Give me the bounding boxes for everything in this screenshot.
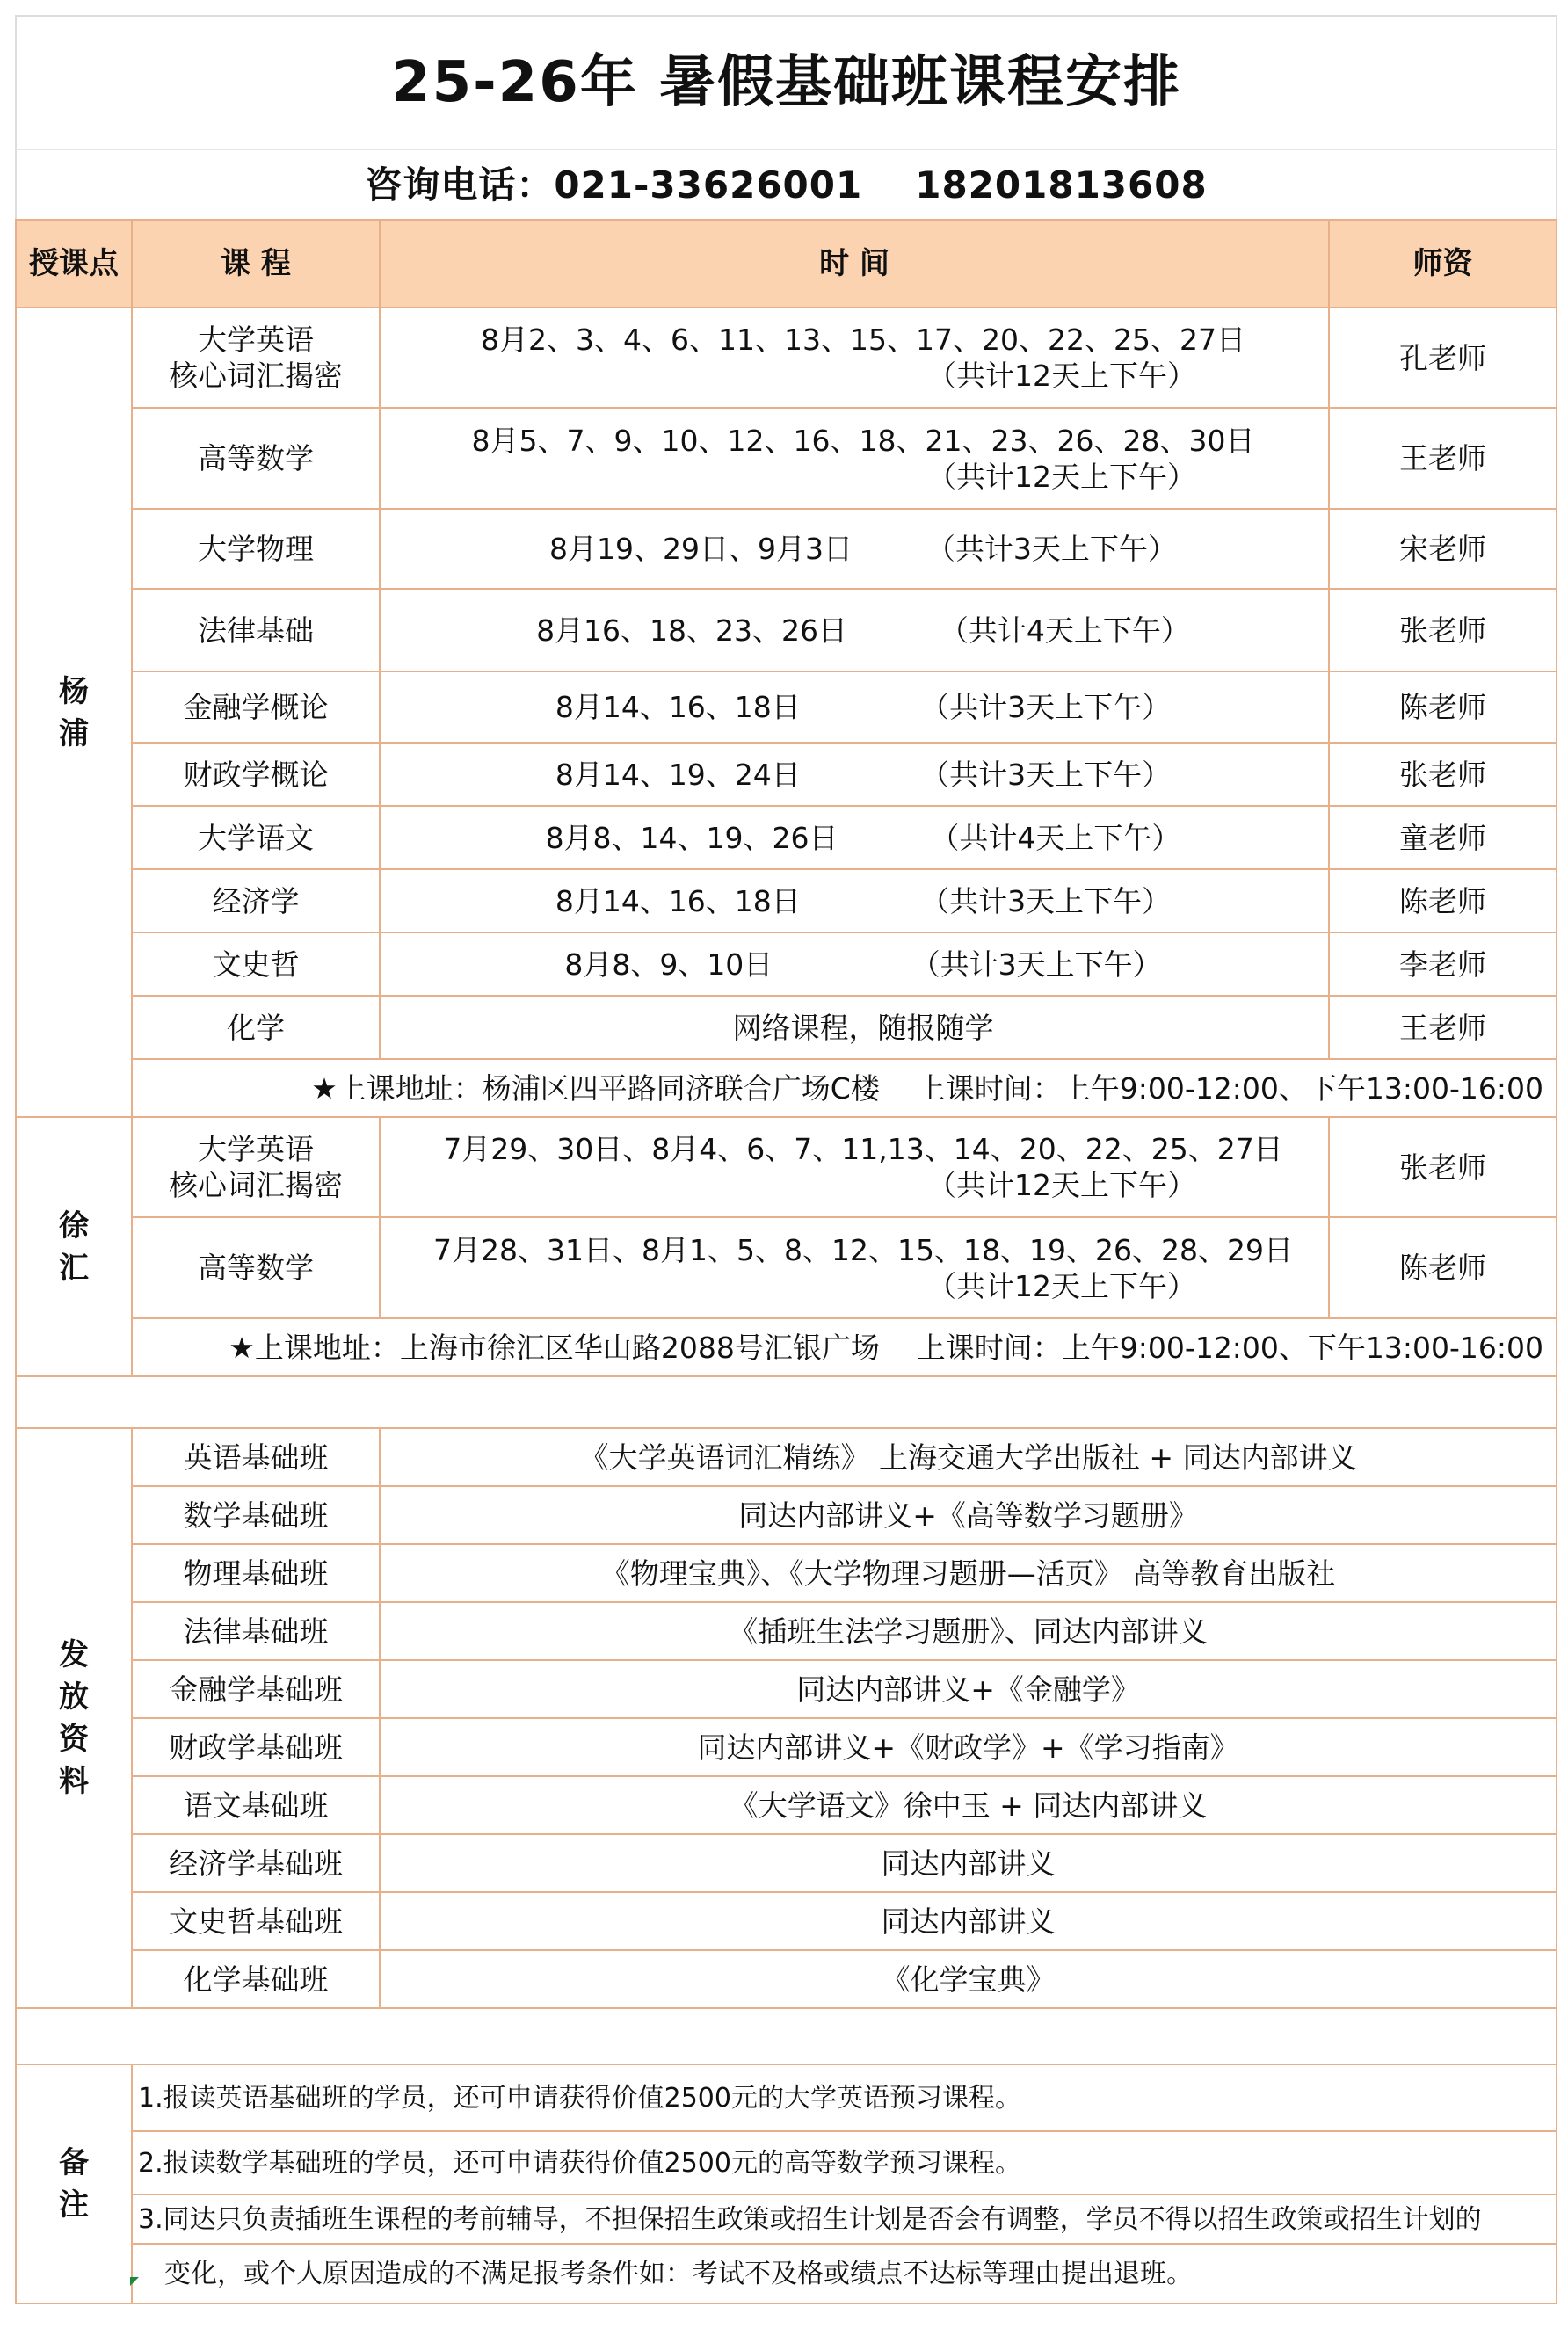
course-time-note: （共计12天上下午）	[927, 1168, 1196, 1202]
material-class: 物理基础班	[132, 1544, 380, 1602]
spacer-row	[16, 1376, 1557, 1428]
note-text: 1.报读英语基础班的学员，还可申请获得价值2500元的大学英语预习课程。	[132, 2064, 1557, 2131]
course-time-note: （共计12天上下午）	[927, 459, 1196, 494]
course-row	[16, 869, 1557, 932]
header-teacher: 师资	[1329, 220, 1557, 308]
course-row	[16, 308, 1557, 408]
yangpu-section	[16, 308, 1557, 1117]
header-time: 时 间	[380, 220, 1329, 308]
contact-phone-2: 18201813608	[915, 163, 1208, 207]
material-description: 同达内部讲义	[380, 1834, 1557, 1892]
material-class: 化学基础班	[132, 1950, 380, 2008]
course-row	[16, 509, 1557, 589]
course-time-dates: 8月8、9、10日 （共计3天上下午）	[564, 947, 1162, 982]
note-text: 变化，或个人原因造成的不满足报考条件如：考试不及格或绩点不达标等理由提出退班。	[132, 2244, 1557, 2303]
material-class: 法律基础班	[132, 1602, 380, 1660]
course-row	[16, 996, 1557, 1059]
header-location: 授课点	[16, 220, 132, 308]
material-row	[16, 1602, 1557, 1660]
course-time	[380, 743, 1329, 806]
course-name: 大学物理	[132, 509, 380, 589]
material-row	[16, 1718, 1557, 1776]
header-course: 课 程	[132, 220, 380, 308]
yangpu-location-label: 杨 浦	[16, 308, 132, 1117]
yangpu-address: ★上课地址：杨浦区四平路同济联合广场C楼 上课时间：上午9:00-12:00、下午13:00-16:00	[132, 1059, 1557, 1117]
material-row	[16, 1834, 1557, 1892]
course-teacher: 孔老师	[1329, 308, 1557, 408]
course-teacher: 宋老师	[1329, 509, 1557, 589]
course-teacher: 张老师	[1329, 743, 1557, 806]
course-name: 文史哲	[132, 932, 380, 996]
course-time-dates: 8月8、14、19、26日 （共计4天上下午）	[545, 820, 1181, 855]
page-title: 25-26年 暑假基础班课程安排	[16, 16, 1557, 149]
xuhui-section	[16, 1117, 1557, 1376]
course-name: 法律基础	[132, 589, 380, 671]
materials-label: 发 放 资 料	[16, 1428, 132, 2008]
contact-phone-1: 021-33626001	[554, 163, 863, 207]
course-teacher: 王老师	[1329, 408, 1557, 509]
course-teacher: 李老师	[1329, 932, 1557, 996]
material-class: 金融学基础班	[132, 1660, 380, 1718]
course-time	[380, 1117, 1329, 1217]
contact-label: 咨询电话：	[365, 163, 555, 207]
contact-phone-row	[16, 149, 1557, 220]
note-text: 3.同达只负责插班生课程的考前辅导，不担保招生政策或招生计划是否会有调整，学员不得以招生政策或招生计划的	[132, 2194, 1557, 2244]
course-time-dates: 网络课程，随报随学	[732, 1010, 994, 1045]
material-description: 《大学语文》徐中玉 + 同达内部讲义	[380, 1776, 1557, 1834]
note-row	[16, 2244, 1557, 2303]
material-description: 《化学宝典》	[380, 1950, 1557, 2008]
note-text: 2.报读数学基础班的学员，还可申请获得价值2500元的高等数学预习课程。	[132, 2131, 1557, 2194]
material-class: 文史哲基础班	[132, 1892, 380, 1950]
course-name: 大学英语 核心词汇揭密	[132, 308, 380, 408]
material-row	[16, 1486, 1557, 1544]
material-row	[16, 1776, 1557, 1834]
course-time	[380, 589, 1329, 671]
material-class: 数学基础班	[132, 1486, 380, 1544]
materials-section	[16, 1428, 1557, 2008]
material-class: 经济学基础班	[132, 1834, 380, 1892]
material-description: 同达内部讲义+《高等数学习题册》	[380, 1486, 1557, 1544]
course-time	[380, 996, 1329, 1059]
material-class: 语文基础班	[132, 1776, 380, 1834]
course-teacher: 张老师	[1329, 1117, 1557, 1217]
material-row	[16, 1950, 1557, 2008]
course-row	[16, 408, 1557, 509]
xuhui-address: ★上课地址：上海市徐汇区华山路2088号汇银广场 上课时间：上午9:00-12:00、下午13:00-16:00	[132, 1318, 1557, 1376]
course-row	[16, 806, 1557, 869]
material-row	[16, 1544, 1557, 1602]
course-name: 金融学概论	[132, 671, 380, 743]
course-time-dates: 8月14、19、24日 （共计3天上下午）	[555, 757, 1172, 792]
course-name: 高等数学	[132, 408, 380, 509]
course-time	[380, 408, 1329, 509]
course-time	[380, 1217, 1329, 1318]
table-header	[16, 220, 1557, 308]
course-time-note: （共计12天上下午）	[927, 1268, 1196, 1303]
course-teacher: 王老师	[1329, 996, 1557, 1059]
course-teacher: 陈老师	[1329, 869, 1557, 932]
course-teacher: 张老师	[1329, 589, 1557, 671]
spacer-row	[16, 2008, 1557, 2064]
course-row	[16, 743, 1557, 806]
course-name: 大学语文	[132, 806, 380, 869]
course-name: 大学英语 核心词汇揭密	[132, 1117, 380, 1217]
course-name: 财政学概论	[132, 743, 380, 806]
course-row	[16, 1117, 1557, 1217]
course-time-dates: 8月2、3、4、6、11、13、15、17、20、22、25、27日	[481, 323, 1245, 357]
xuhui-address-row	[16, 1318, 1557, 1376]
material-class: 财政学基础班	[132, 1718, 380, 1776]
note-row	[16, 2194, 1557, 2244]
course-time	[380, 509, 1329, 589]
course-time-note: （共计12天上下午）	[927, 359, 1196, 393]
material-description: 《物理宝典》、《大学物理习题册—活页》 高等教育出版社	[380, 1544, 1557, 1602]
course-teacher: 童老师	[1329, 806, 1557, 869]
course-name: 高等数学	[132, 1217, 380, 1318]
course-row	[16, 1217, 1557, 1318]
course-time	[380, 932, 1329, 996]
course-time-dates: 8月16、18、23、26日 （共计4天上下午）	[536, 613, 1190, 648]
xuhui-location-label: 徐 汇	[16, 1117, 132, 1376]
course-name: 化学	[132, 996, 380, 1059]
course-time-dates: 8月5、7、9、10、12、16、18、21、23、26、28、30日	[471, 423, 1255, 458]
course-time-dates: 7月29、30日、8月4、6、7、11,13、14、20、22、25、27日	[443, 1132, 1283, 1166]
course-row	[16, 932, 1557, 996]
course-row	[16, 671, 1557, 743]
material-description: 同达内部讲义	[380, 1892, 1557, 1950]
course-time	[380, 671, 1329, 743]
notes-section	[16, 2064, 1557, 2303]
course-teacher: 陈老师	[1329, 671, 1557, 743]
note-row	[16, 2131, 1557, 2194]
course-time	[380, 869, 1329, 932]
material-class: 英语基础班	[132, 1428, 380, 1486]
course-time	[380, 308, 1329, 408]
material-description: 同达内部讲义+《财政学》+《学习指南》	[380, 1718, 1557, 1776]
course-row	[16, 589, 1557, 671]
course-time-dates: 8月19、29日、9月3日 （共计3天上下午）	[549, 532, 1177, 566]
course-time	[380, 806, 1329, 869]
yangpu-address-row	[16, 1059, 1557, 1117]
material-description: 同达内部讲义+《金融学》	[380, 1660, 1557, 1718]
course-teacher: 陈老师	[1329, 1217, 1557, 1318]
note-row	[16, 2064, 1557, 2131]
material-row	[16, 1892, 1557, 1950]
course-time-dates: 8月14、16、18日 （共计3天上下午）	[555, 883, 1172, 918]
course-time-dates: 8月14、16、18日 （共计3天上下午）	[555, 690, 1172, 724]
course-time-dates: 7月28、31日、8月1、5、8、12、15、18、19、26、28、29日	[433, 1232, 1293, 1267]
material-description: 《大学英语词汇精练》 上海交通大学出版社 + 同达内部讲义	[380, 1428, 1557, 1486]
cell-comment-marker-icon	[130, 2277, 139, 2286]
material-row	[16, 1660, 1557, 1718]
material-row	[16, 1428, 1557, 1486]
material-description: 《插班生法学习题册》、同达内部讲义	[380, 1602, 1557, 1660]
course-name: 经济学	[132, 869, 380, 932]
schedule-sheet	[15, 15, 1556, 2304]
notes-label: 备 注	[16, 2064, 132, 2303]
schedule-table	[15, 15, 1557, 2304]
